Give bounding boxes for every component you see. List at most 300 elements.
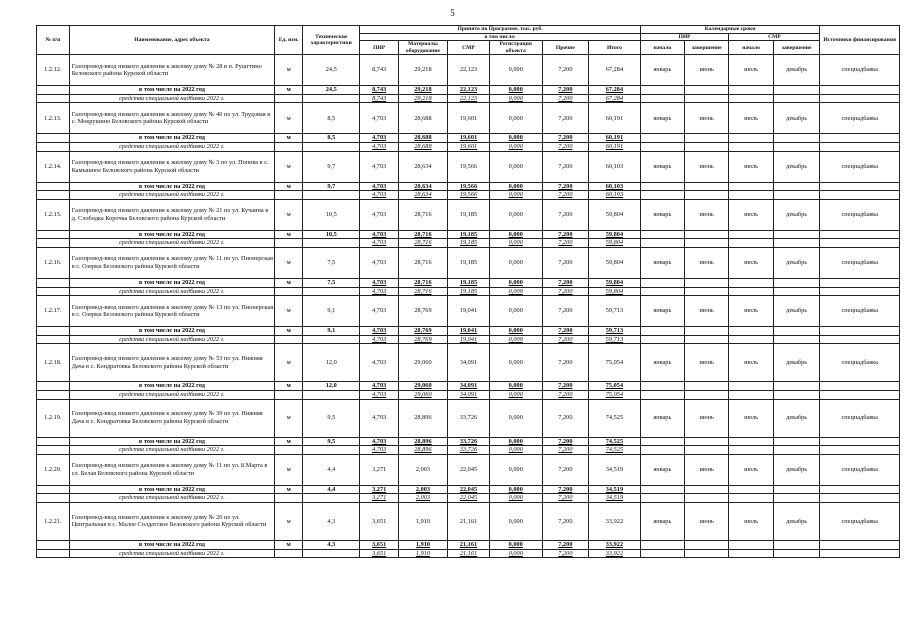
header-cal-smr: СМР <box>729 34 820 41</box>
smr-value: 34,091 <box>447 382 489 391</box>
empty-cell <box>303 239 360 248</box>
empty-cell <box>773 287 820 296</box>
unit: м <box>275 540 303 549</box>
smr-value: 22,123 <box>447 86 489 95</box>
smr-end: декабрь <box>773 502 820 540</box>
funding-source: спецнадбавка <box>820 55 900 86</box>
empty-cell <box>773 134 820 143</box>
total-value: 33,922 <box>589 549 640 558</box>
other-value: 7,200 <box>542 296 589 327</box>
pir-start: январь <box>640 199 684 230</box>
materials-value: 28,896 <box>398 399 447 437</box>
empty-cell <box>773 437 820 446</box>
materials-value: 2,003 <box>398 494 447 503</box>
funding-source: спецнадбавка <box>820 247 900 278</box>
tech-value: 7,5 <box>303 278 360 287</box>
smr-value: 22,123 <box>447 94 489 103</box>
total-value: 74,525 <box>589 399 640 437</box>
total-value: 75,054 <box>589 382 640 391</box>
empty-cell <box>685 278 729 287</box>
unit: м <box>275 344 303 382</box>
unit: м <box>275 199 303 230</box>
empty-cell <box>773 390 820 399</box>
tech-value: 7,5 <box>303 247 360 278</box>
materials-value: 28,716 <box>398 230 447 239</box>
empty-cell <box>275 549 303 558</box>
other-value: 7,200 <box>542 437 589 446</box>
pir-end: июнь <box>685 502 729 540</box>
empty-cell <box>820 540 900 549</box>
tech-value: 9,1 <box>303 296 360 327</box>
pir-start: январь <box>640 502 684 540</box>
header-tech: Технические характеристики <box>303 26 360 55</box>
empty-cell <box>640 230 684 239</box>
registration-value: 0,000 <box>490 94 543 103</box>
empty-cell <box>729 239 773 248</box>
other-value: 7,200 <box>542 94 589 103</box>
smr-end: декабрь <box>773 454 820 485</box>
row-number: 1.2.19. <box>37 399 70 437</box>
smr-value: 22,045 <box>447 454 489 485</box>
funding-source: спецнадбавка <box>820 199 900 230</box>
empty-cell <box>685 390 729 399</box>
empty-cell <box>303 94 360 103</box>
empty-cell <box>685 327 729 336</box>
empty-cell <box>37 382 70 391</box>
empty-cell <box>37 485 70 494</box>
registration-value: 0,000 <box>490 247 543 278</box>
smr-value: 19,566 <box>447 191 489 200</box>
empty-cell <box>640 485 684 494</box>
empty-cell <box>820 94 900 103</box>
funding-source: спецнадбавка <box>820 399 900 437</box>
empty-cell <box>640 549 684 558</box>
smr-value: 19,601 <box>447 143 489 152</box>
unit: м <box>275 182 303 191</box>
header-name: Наименование, адрес объекта <box>69 26 275 55</box>
empty-cell <box>820 382 900 391</box>
fund-label: средства специальной надбавки 2022 г. <box>69 143 275 152</box>
fund-label: средства специальной надбавки 2022 г. <box>69 335 275 344</box>
total-value: 59,804 <box>589 199 640 230</box>
smr-end: декабрь <box>773 344 820 382</box>
materials-value: 28,634 <box>398 182 447 191</box>
smr-value: 19,041 <box>447 327 489 336</box>
registration-value: 0,000 <box>490 382 543 391</box>
smr-value: 19,185 <box>447 230 489 239</box>
pir-value: 4,703 <box>360 143 399 152</box>
empty-cell <box>37 143 70 152</box>
row-number: 1.2.14. <box>37 151 70 182</box>
funding-source: спецнадбавка <box>820 502 900 540</box>
materials-value: 28,769 <box>398 296 447 327</box>
empty-cell <box>275 287 303 296</box>
materials-value: 28,769 <box>398 335 447 344</box>
unit: м <box>275 55 303 86</box>
total-value: 59,804 <box>589 239 640 248</box>
pir-value: 4,703 <box>360 287 399 296</box>
pir-value: 3,271 <box>360 494 399 503</box>
registration-value: 0,000 <box>490 437 543 446</box>
empty-cell <box>640 134 684 143</box>
pir-end: июнь <box>685 454 729 485</box>
object-name: Газопровод-ввод низкого давления к жилому дому № 39 по ул. Нижняя Дача в с. Кондратовка Беловского района Курской области <box>69 399 275 437</box>
materials-value: 1,910 <box>398 502 447 540</box>
materials-value: 28,716 <box>398 199 447 230</box>
table-row <box>37 399 900 437</box>
smr-value: 19,041 <box>447 335 489 344</box>
pir-value: 8,743 <box>360 55 399 86</box>
empty-cell <box>820 134 900 143</box>
tech-value: 10,5 <box>303 230 360 239</box>
smr-end: декабрь <box>773 399 820 437</box>
pir-end: июнь <box>685 247 729 278</box>
other-value: 7,200 <box>542 230 589 239</box>
fund-row <box>37 239 900 248</box>
subtotal-row <box>37 182 900 191</box>
empty-cell <box>820 335 900 344</box>
empty-cell <box>685 191 729 200</box>
empty-cell <box>640 239 684 248</box>
empty-cell <box>275 494 303 503</box>
empty-cell <box>275 239 303 248</box>
materials-value: 29,218 <box>398 55 447 86</box>
header-materials: Материалы оборудование <box>398 41 447 55</box>
empty-cell <box>729 382 773 391</box>
unit: м <box>275 86 303 95</box>
page-number: 5 <box>450 8 455 18</box>
empty-cell <box>773 86 820 95</box>
materials-value: 28,716 <box>398 247 447 278</box>
smr-value: 22,123 <box>447 55 489 86</box>
pir-value: 4,703 <box>360 327 399 336</box>
table-row <box>37 55 900 86</box>
empty-cell <box>820 86 900 95</box>
pir-value: 4,703 <box>360 199 399 230</box>
materials-value: 29,060 <box>398 390 447 399</box>
fund-label: средства специальной надбавки 2022 г. <box>69 239 275 248</box>
table-row <box>37 103 900 134</box>
funding-source: спецнадбавка <box>820 296 900 327</box>
total-value: 33,922 <box>589 502 640 540</box>
header-other: Прочие <box>542 41 589 55</box>
smr-end: декабрь <box>773 247 820 278</box>
total-value: 59,804 <box>589 230 640 239</box>
unit: м <box>275 382 303 391</box>
empty-cell <box>820 390 900 399</box>
tech-value: 4,4 <box>303 454 360 485</box>
table-header <box>37 26 900 55</box>
empty-cell <box>640 494 684 503</box>
empty-cell <box>640 143 684 152</box>
unit: м <box>275 247 303 278</box>
materials-value: 28,716 <box>398 287 447 296</box>
unit: м <box>275 134 303 143</box>
subtotal-label: в том числе на 2022 год <box>69 437 275 446</box>
empty-cell <box>773 494 820 503</box>
pir-end: июнь <box>685 55 729 86</box>
smr-value: 19,566 <box>447 182 489 191</box>
smr-value: 19,566 <box>447 151 489 182</box>
empty-cell <box>37 94 70 103</box>
header-smr: СМР <box>447 41 489 55</box>
empty-cell <box>773 540 820 549</box>
program-table <box>36 25 900 558</box>
object-name: Газопровод-ввод низкого давления к жилому дому № 53 по ул. Нижняя Дача в с. Кондратовка Беловского района Курской области <box>69 344 275 382</box>
unit: м <box>275 454 303 485</box>
materials-value: 29,218 <box>398 94 447 103</box>
empty-cell <box>820 327 900 336</box>
materials-value: 28,688 <box>398 143 447 152</box>
total-value: 60,191 <box>589 143 640 152</box>
header-smr-start: начало <box>729 41 773 55</box>
pir-end: июнь <box>685 199 729 230</box>
pir-value: 4,703 <box>360 239 399 248</box>
pir-value: 4,703 <box>360 344 399 382</box>
empty-cell <box>37 494 70 503</box>
empty-cell <box>37 335 70 344</box>
tech-value: 9,1 <box>303 327 360 336</box>
empty-cell <box>37 278 70 287</box>
empty-cell <box>640 191 684 200</box>
empty-cell <box>640 287 684 296</box>
registration-value: 0,000 <box>490 143 543 152</box>
empty-cell <box>303 446 360 455</box>
subtotal-label: в том числе на 2022 год <box>69 134 275 143</box>
smr-value: 19,185 <box>447 239 489 248</box>
pir-value: 3,651 <box>360 540 399 549</box>
fund-label: средства специальной надбавки 2022 г. <box>69 390 275 399</box>
pir-start: январь <box>640 399 684 437</box>
registration-value: 0,000 <box>490 199 543 230</box>
empty-cell <box>640 335 684 344</box>
unit: м <box>275 296 303 327</box>
subtotal-label: в том числе на 2022 год <box>69 230 275 239</box>
empty-cell <box>640 437 684 446</box>
subtotal-label: в том числе на 2022 год <box>69 382 275 391</box>
empty-cell <box>685 134 729 143</box>
tech-value: 12,0 <box>303 382 360 391</box>
header-total: Итого <box>589 41 640 55</box>
empty-cell <box>37 390 70 399</box>
materials-value: 28,769 <box>398 327 447 336</box>
pir-value: 3,271 <box>360 454 399 485</box>
smr-start: июль <box>729 55 773 86</box>
other-value: 7,200 <box>542 143 589 152</box>
smr-value: 34,091 <box>447 390 489 399</box>
pir-value: 8,743 <box>360 86 399 95</box>
other-value: 7,200 <box>542 327 589 336</box>
empty-cell <box>729 540 773 549</box>
total-value: 34,519 <box>589 485 640 494</box>
total-value: 67,284 <box>589 55 640 86</box>
pir-value: 3,651 <box>360 549 399 558</box>
total-value: 60,103 <box>589 151 640 182</box>
header-unit: Ед. изм. <box>275 26 303 55</box>
total-value: 59,804 <box>589 278 640 287</box>
other-value: 7,200 <box>542 151 589 182</box>
tech-value: 4,3 <box>303 502 360 540</box>
materials-value: 28,716 <box>398 239 447 248</box>
empty-cell <box>773 239 820 248</box>
empty-cell <box>820 191 900 200</box>
materials-value: 29,060 <box>398 344 447 382</box>
fund-label: средства специальной надбавки 2022 г. <box>69 446 275 455</box>
empty-cell <box>37 86 70 95</box>
pir-value: 4,703 <box>360 399 399 437</box>
fund-row <box>37 390 900 399</box>
empty-cell <box>820 239 900 248</box>
materials-value: 28,896 <box>398 446 447 455</box>
smr-start: июль <box>729 151 773 182</box>
empty-cell <box>685 494 729 503</box>
pir-end: июнь <box>685 296 729 327</box>
subtotal-row <box>37 485 900 494</box>
total-value: 60,191 <box>589 103 640 134</box>
empty-cell <box>37 230 70 239</box>
empty-cell <box>275 191 303 200</box>
smr-value: 19,185 <box>447 287 489 296</box>
fund-label: средства специальной надбавки 2022 г. <box>69 494 275 503</box>
materials-value: 29,218 <box>398 86 447 95</box>
smr-value: 33,726 <box>447 437 489 446</box>
empty-cell <box>685 446 729 455</box>
other-value: 7,200 <box>542 399 589 437</box>
other-value: 7,200 <box>542 86 589 95</box>
empty-cell <box>820 287 900 296</box>
registration-value: 0,000 <box>490 494 543 503</box>
pir-value: 4,703 <box>360 446 399 455</box>
empty-cell <box>729 134 773 143</box>
smr-end: декабрь <box>773 296 820 327</box>
other-value: 7,200 <box>542 335 589 344</box>
pir-value: 4,703 <box>360 390 399 399</box>
empty-cell <box>640 327 684 336</box>
materials-value: 28,896 <box>398 437 447 446</box>
row-number: 1.2.18. <box>37 344 70 382</box>
pir-start: январь <box>640 344 684 382</box>
fund-row <box>37 335 900 344</box>
row-number: 1.2.13. <box>37 103 70 134</box>
empty-cell <box>640 278 684 287</box>
materials-value: 1,910 <box>398 540 447 549</box>
total-value: 59,713 <box>589 296 640 327</box>
smr-start: июль <box>729 199 773 230</box>
subtotal-row <box>37 86 900 95</box>
empty-cell <box>773 191 820 200</box>
empty-cell <box>729 437 773 446</box>
total-value: 75,054 <box>589 390 640 399</box>
pir-value: 3,271 <box>360 485 399 494</box>
smr-start: июль <box>729 344 773 382</box>
registration-value: 0,000 <box>490 278 543 287</box>
smr-value: 19,185 <box>447 278 489 287</box>
total-value: 74,525 <box>589 437 640 446</box>
smr-start: июль <box>729 502 773 540</box>
other-value: 7,200 <box>542 540 589 549</box>
tech-value: 4,3 <box>303 540 360 549</box>
subtotal-label: в том числе на 2022 год <box>69 182 275 191</box>
row-number: 1.2.16. <box>37 247 70 278</box>
empty-cell <box>275 446 303 455</box>
empty-cell <box>37 182 70 191</box>
header-pir-start: начало <box>640 41 684 55</box>
empty-cell <box>303 549 360 558</box>
materials-value: 28,688 <box>398 103 447 134</box>
smr-value: 19,185 <box>447 247 489 278</box>
empty-cell <box>773 143 820 152</box>
subtotal-row <box>37 230 900 239</box>
other-value: 7,200 <box>542 494 589 503</box>
empty-cell <box>640 86 684 95</box>
other-value: 7,200 <box>542 239 589 248</box>
empty-cell <box>729 278 773 287</box>
smr-value: 33,726 <box>447 399 489 437</box>
pir-start: январь <box>640 296 684 327</box>
empty-cell <box>773 94 820 103</box>
empty-cell <box>773 182 820 191</box>
other-value: 7,200 <box>542 287 589 296</box>
fund-row <box>37 494 900 503</box>
empty-cell <box>773 230 820 239</box>
header-pir-end: завершение <box>685 41 729 55</box>
header-including: в том числе: <box>360 34 640 41</box>
empty-cell <box>729 287 773 296</box>
total-value: 59,713 <box>589 335 640 344</box>
registration-value: 0,000 <box>490 296 543 327</box>
subtotal-row <box>37 278 900 287</box>
empty-cell <box>773 382 820 391</box>
total-value: 59,804 <box>589 287 640 296</box>
tech-value: 12,0 <box>303 344 360 382</box>
header-smr-end: завершение <box>773 41 820 55</box>
table-row <box>37 502 900 540</box>
subtotal-label: в том числе на 2022 год <box>69 86 275 95</box>
smr-start: июль <box>729 103 773 134</box>
table-row <box>37 454 900 485</box>
unit: м <box>275 437 303 446</box>
object-name: Газопровод-ввод низкого давления к жилому дому № 3 по ул. Попова в с. Камышное Беловского района Курской области <box>69 151 275 182</box>
smr-end: декабрь <box>773 55 820 86</box>
empty-cell <box>640 94 684 103</box>
subtotal-row <box>37 327 900 336</box>
tech-value: 8,5 <box>303 103 360 134</box>
empty-cell <box>820 485 900 494</box>
empty-cell <box>685 549 729 558</box>
empty-cell <box>773 327 820 336</box>
fund-row <box>37 287 900 296</box>
smr-value: 33,726 <box>447 446 489 455</box>
unit: м <box>275 399 303 437</box>
pir-value: 4,703 <box>360 247 399 278</box>
registration-value: 0,000 <box>490 549 543 558</box>
empty-cell <box>773 549 820 558</box>
unit: м <box>275 327 303 336</box>
tech-value: 10,5 <box>303 199 360 230</box>
total-value: 59,804 <box>589 247 640 278</box>
empty-cell <box>37 327 70 336</box>
other-value: 7,200 <box>542 199 589 230</box>
object-name: Газопровод-ввод низкого давления к жилому дому № 21 по ул. Кучаина в д. Слободка Корочка Беловского района Курской области <box>69 199 275 230</box>
other-value: 7,200 <box>542 103 589 134</box>
total-value: 67,284 <box>589 94 640 103</box>
subtotal-label: в том числе на 2022 год <box>69 540 275 549</box>
pir-value: 4,703 <box>360 103 399 134</box>
registration-value: 0,000 <box>490 390 543 399</box>
smr-value: 19,041 <box>447 296 489 327</box>
unit: м <box>275 485 303 494</box>
pir-end: июнь <box>685 151 729 182</box>
